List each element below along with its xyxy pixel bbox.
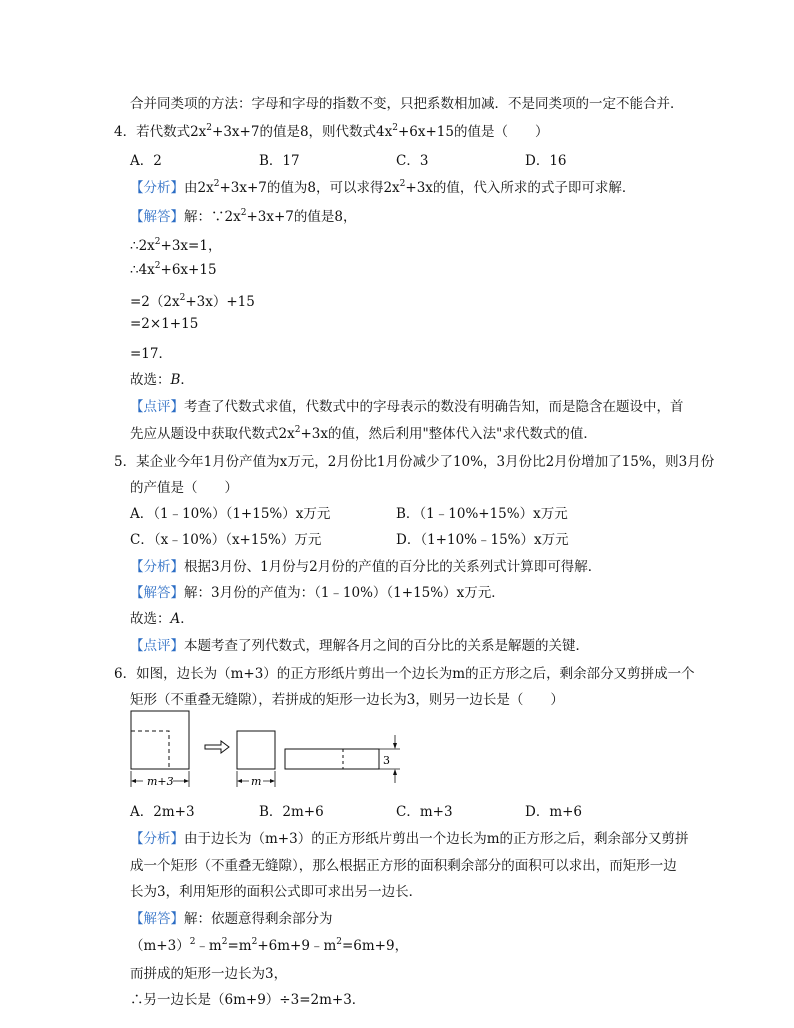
q4-analysis-a: 由2x [184, 180, 214, 196]
q6-stem-line2: 矩形（不重叠无缝隙），若拼成的矩形一边长为3，则另一边长是（ ） [130, 692, 564, 708]
q6-analysis [130, 827, 689, 847]
q5-option-b: B．（1﹣10%+15%）x万元 [396, 506, 568, 522]
q4-sup: 2 [154, 261, 161, 271]
q4-choice [130, 368, 194, 388]
answer-tag: 【解答】 [130, 911, 184, 927]
q5-analysis-text: 根据3月份、1月份与2月份的产值的百分比的关系列式计算即可得解． [184, 559, 602, 575]
q4-analysis [130, 176, 635, 196]
q4-step2 [130, 262, 217, 278]
q5-choice-letter: A [170, 611, 181, 627]
q6-step1-a: （m+3） [130, 938, 190, 954]
q4-step2-b: +6x+15 [160, 262, 217, 278]
q6-sup: 2 [221, 937, 228, 947]
q5-choice-label: 故选： [130, 611, 171, 627]
q4-sup: 2 [294, 425, 301, 435]
q6-option-d: D．m+6 [525, 804, 583, 820]
q4-stem [114, 120, 549, 140]
q4-sup: 2 [179, 293, 186, 303]
q5-answer [130, 581, 505, 601]
q5-option-a: A．（1﹣10%）（1+15%）x万元 [130, 506, 331, 522]
q4-sup: 2 [399, 179, 406, 189]
q4-sup: 2 [213, 179, 220, 189]
analysis-tag: 【分析】 [130, 559, 184, 575]
q6-analysis-line3: 长为3，利用矩形的面积公式即可求出另一边长． [130, 884, 423, 900]
q4-option-d: D．16 [525, 153, 567, 169]
big-square [131, 711, 189, 769]
q6-figure [125, 707, 415, 797]
q5-option-d: D．（1+10%﹣15%）x万元 [396, 532, 569, 548]
q4-comment-2a: 先应从题设中获取代数式2x [130, 426, 295, 442]
q4-stem-a: 4．若代数式2x [114, 124, 207, 140]
analysis-tag: 【分析】 [130, 180, 184, 196]
q5-option-c: C．（x﹣10%）（x+15%）万元 [130, 532, 322, 548]
q4-choice-end: ． [180, 372, 194, 388]
q4-step5: =17． [130, 346, 172, 362]
arrow-icon [205, 741, 229, 753]
q4-option-c: C．3 [396, 153, 429, 169]
q4-comment-line2 [130, 422, 597, 442]
q4-step3 [130, 290, 255, 310]
answer-tag: 【解答】 [130, 585, 184, 601]
q6-sup: 2 [189, 937, 196, 947]
q6-step2: 而拼成的矩形一边长为3， [130, 966, 288, 982]
q6-step3: ∴另一边长是（6m+9）÷3=2m+3． [130, 992, 366, 1008]
q4-comment [130, 395, 684, 415]
q4-step1 [130, 234, 221, 254]
q5-choice-end: ． [180, 611, 194, 627]
answer-tag: 【解答】 [130, 209, 184, 225]
q6-analysis-1: 由于边长为（m+3）的正方形纸片剪出一个边长为m的正方形之后，剩余部分又剪拼 [184, 831, 689, 847]
q4-answer [130, 205, 356, 225]
q4-analysis-b: +3x+7的值为8，可以求得2x [219, 180, 400, 196]
q6-answer [130, 907, 333, 927]
q4-choice-label: 故选： [130, 372, 171, 388]
q6-option-b: B．2m+6 [259, 804, 324, 820]
q4-step3-b: +3x）+15 [185, 294, 255, 310]
q4-sup: 2 [206, 123, 213, 133]
q6-sup: 2 [336, 937, 342, 947]
q4-stem-b: +3x+7的值是8，则代数式4x [212, 124, 393, 140]
q4-step4: =2×1+15 [130, 316, 199, 332]
q6-sup: 2 [251, 937, 258, 947]
q6-option-c: C．m+3 [396, 804, 453, 820]
label-m-plus-3: m+3 [147, 775, 174, 788]
q4-step3-a: =2（2x [130, 294, 180, 310]
intro-text: 合并同类项的方法：字母和字母的指数不变，只把系数相加减．不是同类项的一定不能合并． [130, 96, 684, 112]
q5-stem-line2: 的产值是（ ） [130, 480, 238, 496]
q4-sup: 2 [240, 208, 247, 218]
q5-choice [130, 607, 194, 627]
q4-answer-b: +3x+7的值是8， [246, 209, 357, 225]
label-3: 3 [383, 754, 390, 767]
analysis-tag: 【分析】 [130, 831, 184, 847]
q4-option-b: B．17 [259, 153, 300, 169]
q5-analysis [130, 555, 601, 575]
comment-tag: 【点评】 [130, 399, 184, 415]
q4-step1-b: +3x=1， [160, 238, 222, 254]
q4-stem-c: +6x+15的值是（ ） [397, 124, 549, 140]
q4-comment-2b: +3x的值，然后利用"整体代入法"求代数式的值． [300, 426, 597, 442]
q6-step1-c: =m [227, 938, 252, 954]
q6-answer-text: 解：依题意得剩余部分为 [184, 911, 333, 927]
q4-analysis-c: +3x的值，代入所求的式子即可求解． [405, 180, 636, 196]
q4-step1-a: ∴2x [130, 238, 155, 254]
q4-step2-a: ∴4x [130, 262, 155, 278]
label-m: m [251, 775, 262, 788]
q4-sup: 2 [392, 123, 398, 133]
comment-tag: 【点评】 [130, 638, 184, 654]
q4-option-a: A．2 [130, 153, 162, 169]
q6-step1-e: =6m+9， [341, 938, 409, 954]
q6-analysis-line2: 成一个矩形（不重叠无缝隙），那么根据正方形的面积剩余部分的面积可以求出，而矩形一边 [130, 858, 677, 874]
q6-step1 [130, 934, 408, 954]
q5-comment [130, 634, 589, 654]
q4-answer-a: 解：∵2x [184, 209, 241, 225]
q6-step1-b: ﹣m [195, 938, 222, 954]
q6-step1-d: +6m+9﹣m [257, 938, 337, 954]
q6-option-a: A．2m+3 [130, 804, 195, 820]
q5-answer-text: 解：3月份的产值为：（1﹣10%）（1+15%）x万元． [184, 585, 505, 601]
q4-sup: 2 [154, 237, 161, 247]
q4-choice-letter: B [170, 372, 181, 388]
q4-comment-1: 考查了代数式求值，代数式中的字母表示的数没有明确告知，而是隐含在题设中，首 [184, 399, 684, 415]
q5-stem-line1: 5．某企业今年1月份产值为x万元，2月份比1月份减少了10%，3月份比2月份增加了15%，则3月份 [114, 454, 715, 470]
q5-comment-text: 本题考查了列代数式，理解各月之间的百分比的关系是解题的关键． [184, 638, 589, 654]
q6-stem-line1: 6．如图，边长为（m+3）的正方形纸片剪出一个边长为m的正方形之后，剩余部分又剪拼成一个 [114, 666, 695, 682]
